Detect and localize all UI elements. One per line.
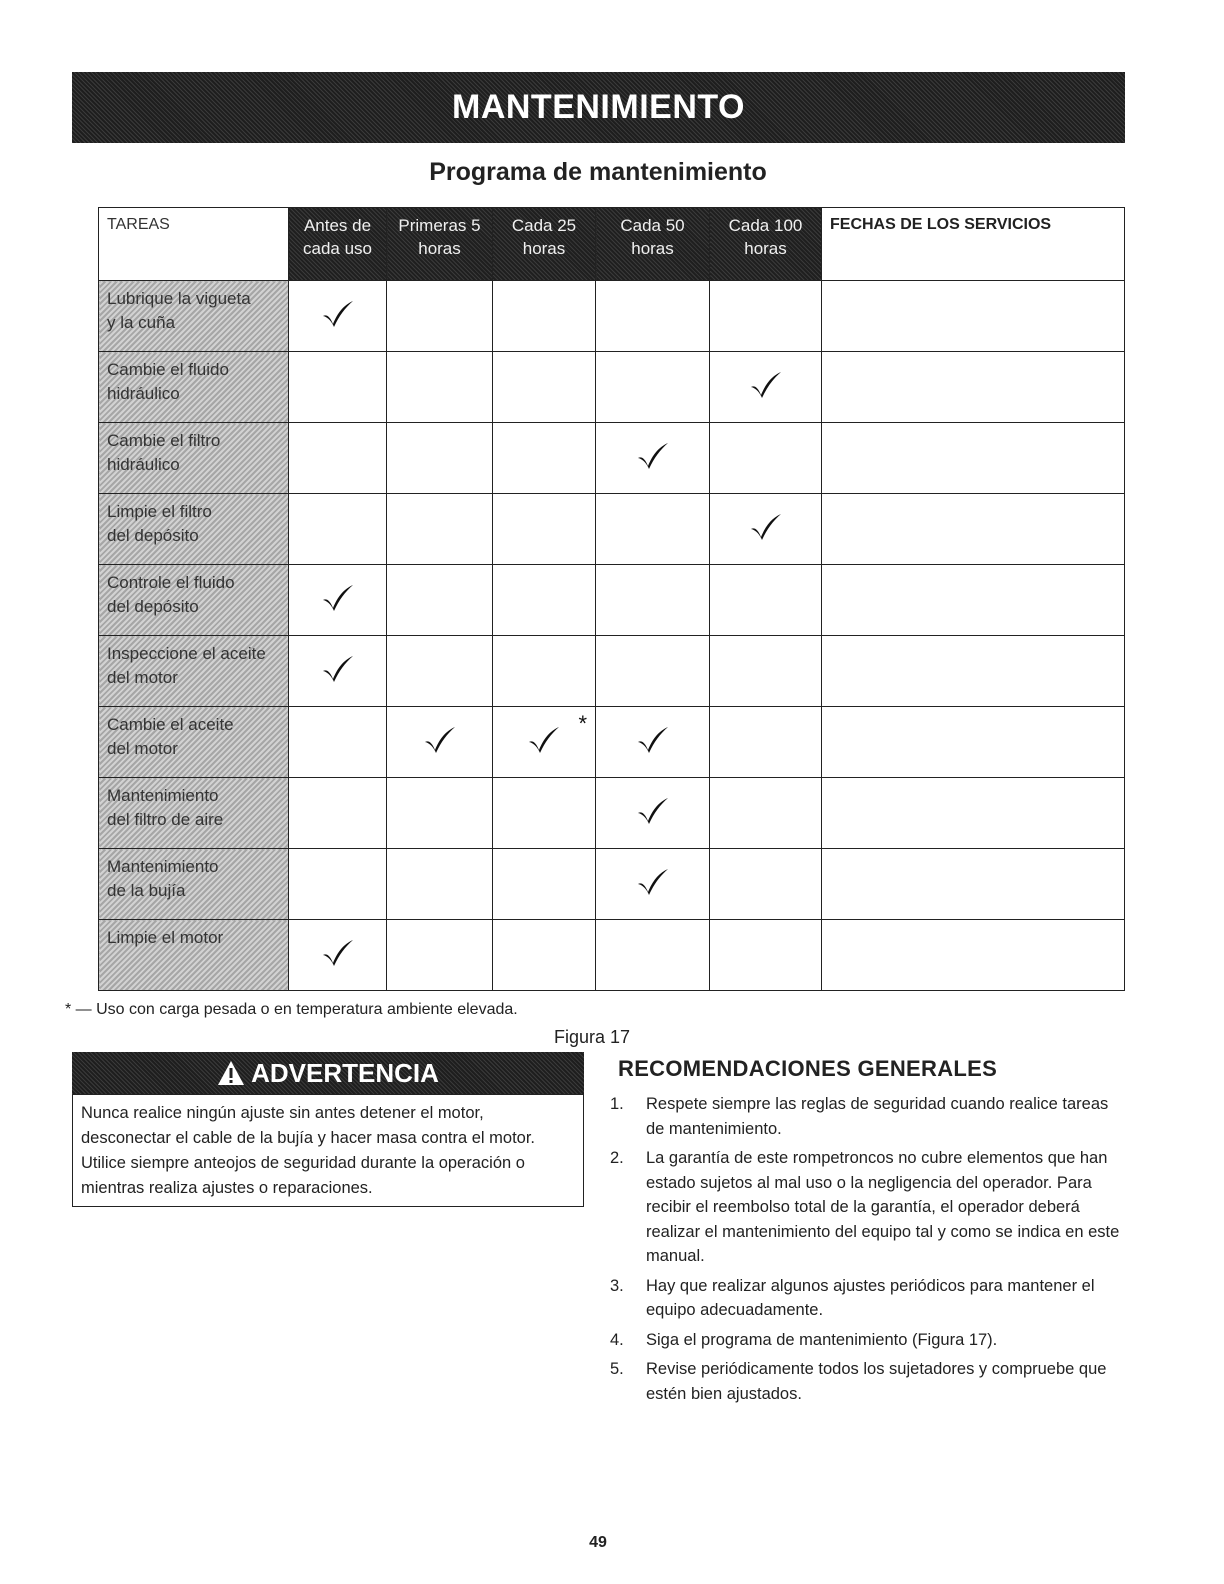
footnote-marker: * <box>578 711 587 736</box>
interval-cell <box>387 281 493 352</box>
interval-cell <box>387 920 493 991</box>
interval-header: Cada 100 horas <box>710 208 822 281</box>
interval-header: Primeras 5 horas <box>387 208 493 281</box>
schedule-header-row <box>99 208 1125 281</box>
item-number: 2. <box>610 1149 624 1167</box>
interval-cell <box>387 707 493 778</box>
checkmark-icon <box>636 441 670 471</box>
recommendation-item <box>606 1092 1126 1141</box>
recommendations-title: RECOMENDACIONES GENERALES <box>618 1056 998 1081</box>
service-dates-header: FECHAS DE LOS SERVICIOS <box>822 208 1125 281</box>
interval-cell <box>493 778 596 849</box>
service-date-cell <box>822 352 1125 423</box>
interval-cell <box>596 494 710 565</box>
task-label: Cambie el filtro hidráulico <box>99 423 289 494</box>
service-date-cell <box>822 494 1125 565</box>
interval-header: Cada 25 horas <box>493 208 596 281</box>
schedule-row <box>99 849 1125 920</box>
interval-cell <box>289 849 387 920</box>
interval-cell <box>493 920 596 991</box>
interval-cell <box>493 352 596 423</box>
figure-label: Figura 17 <box>554 1027 631 1047</box>
item-text: Siga el programa de mantenimiento (Figura 17). <box>646 1330 998 1349</box>
interval-cell <box>710 920 822 991</box>
schedule-row <box>99 494 1125 565</box>
interval-cell <box>493 494 596 565</box>
interval-cell <box>596 778 710 849</box>
interval-cell <box>493 281 596 352</box>
task-label: Lubrique la vigueta y la cuña <box>99 281 289 352</box>
schedule-row <box>99 565 1125 636</box>
interval-cell <box>596 636 710 707</box>
service-date-cell <box>822 778 1125 849</box>
task-label: Inspeccione el aceite del motor <box>99 636 289 707</box>
interval-cell <box>596 707 710 778</box>
interval-cell <box>387 352 493 423</box>
schedule-row <box>99 707 1125 778</box>
schedule-row <box>99 281 1125 352</box>
interval-cell <box>710 778 822 849</box>
interval-cell <box>493 849 596 920</box>
service-date-cell <box>822 636 1125 707</box>
warning-title: ADVERTENCIA <box>251 1057 439 1088</box>
interval-cell <box>710 494 822 565</box>
schedule-body <box>99 281 1125 991</box>
interval-cell <box>493 707 596 778</box>
schedule-row <box>99 778 1125 849</box>
checkmark-icon <box>749 370 783 400</box>
item-number: 3. <box>610 1276 624 1295</box>
interval-cell <box>289 352 387 423</box>
interval-cell <box>596 849 710 920</box>
checkmark-icon <box>636 725 670 755</box>
interval-cell <box>710 707 822 778</box>
checkmark-icon <box>527 725 561 755</box>
item-text: Hay que realizar algunos ajustes periódicos para mantener el equipo adecuadamente. <box>646 1276 1095 1319</box>
interval-cell <box>710 281 822 352</box>
task-label: Cambie el fluido hidráulico <box>99 352 289 423</box>
interval-cell <box>596 565 710 636</box>
interval-cell <box>289 636 387 707</box>
schedule-row <box>99 920 1125 991</box>
service-date-cell <box>822 565 1125 636</box>
checkmark-icon <box>636 796 670 826</box>
section-banner <box>72 72 1125 143</box>
task-label: Mantenimiento de la bujía <box>99 849 289 920</box>
interval-cell <box>387 423 493 494</box>
warning-header <box>72 1052 584 1094</box>
tasks-header: TAREAS <box>99 208 289 281</box>
interval-cell <box>596 352 710 423</box>
service-date-cell <box>822 849 1125 920</box>
interval-cell <box>289 423 387 494</box>
item-text: Respete siempre las reglas de seguridad cuando realice tareas de mantenimiento. <box>646 1095 1109 1138</box>
interval-cell <box>596 920 710 991</box>
task-label: Mantenimiento del filtro de aire <box>99 778 289 849</box>
recommendation-item <box>606 1146 1126 1269</box>
interval-header: Cada 50 horas <box>596 208 710 281</box>
item-number: 5. <box>610 1360 624 1378</box>
interval-cell <box>289 707 387 778</box>
item-number: 4. <box>610 1330 624 1349</box>
recommendation-item <box>606 1328 1126 1353</box>
item-text: Revise periódicamente todos los sujetadores y compruebe que estén bien ajustados. <box>646 1360 1107 1403</box>
recommendations-list <box>606 1092 1126 1411</box>
warning-triangle-icon <box>217 1060 245 1086</box>
checkmark-icon <box>321 299 355 329</box>
task-label: Cambie el aceite del motor <box>99 707 289 778</box>
checkmark-icon <box>636 867 670 897</box>
interval-cell <box>710 636 822 707</box>
service-date-cell <box>822 423 1125 494</box>
checkmark-icon <box>321 583 355 613</box>
interval-cell <box>710 849 822 920</box>
checkmark-icon <box>321 654 355 684</box>
interval-cell <box>493 565 596 636</box>
maintenance-schedule-table <box>98 207 1125 991</box>
interval-cell <box>387 494 493 565</box>
checkmark-icon <box>321 938 355 968</box>
schedule-row <box>99 352 1125 423</box>
interval-cell <box>710 352 822 423</box>
interval-cell <box>493 423 596 494</box>
interval-cell <box>387 778 493 849</box>
service-date-cell <box>822 920 1125 991</box>
interval-cell <box>289 494 387 565</box>
interval-cell <box>596 423 710 494</box>
task-label: Limpie el motor <box>99 920 289 991</box>
checkmark-icon <box>423 725 457 755</box>
interval-cell <box>596 281 710 352</box>
interval-cell <box>493 636 596 707</box>
task-label: Controle el fluido del depósito <box>99 565 289 636</box>
interval-cell <box>289 920 387 991</box>
schedule-row <box>99 636 1125 707</box>
interval-cell <box>710 423 822 494</box>
task-label: Limpie el filtro del depósito <box>99 494 289 565</box>
recommendation-item <box>606 1274 1126 1323</box>
interval-cell <box>289 778 387 849</box>
checkmark-icon <box>749 512 783 542</box>
schedule-row <box>99 423 1125 494</box>
interval-cell <box>289 565 387 636</box>
page-number: 49 <box>589 1534 607 1551</box>
footnote: * — Uso con carga pesada o en temperatura ambiente elevada. <box>65 1001 518 1018</box>
service-date-cell <box>822 707 1125 778</box>
item-text: La garantía de este rompetroncos no cubre elementos que han estado sujetos al mal uso o la negligencia del operador. Para recibir el reembolso total de la garantía, el operador deberá realizar el mantenimiento del equipo tal y como se indica en este manual. <box>646 1149 1120 1265</box>
interval-cell <box>387 565 493 636</box>
interval-cell <box>710 565 822 636</box>
interval-cell <box>387 849 493 920</box>
section-title: MANTENIMIENTO <box>452 88 745 126</box>
warning-text: Nunca realice ningún ajuste sin antes detener el motor, desconectar el cable de la bujía y hacer masa contra el motor. Utilice siempre anteojos de seguridad durante la operación o mientras realiza ajustes o reparaciones. <box>72 1094 584 1207</box>
interval-header: Antes de cada uso <box>289 208 387 281</box>
page-subtitle: Programa de mantenimiento <box>429 158 767 186</box>
interval-cell <box>289 281 387 352</box>
recommendation-item <box>606 1357 1126 1406</box>
item-number: 1. <box>610 1095 624 1113</box>
service-date-cell <box>822 281 1125 352</box>
interval-cell <box>387 636 493 707</box>
